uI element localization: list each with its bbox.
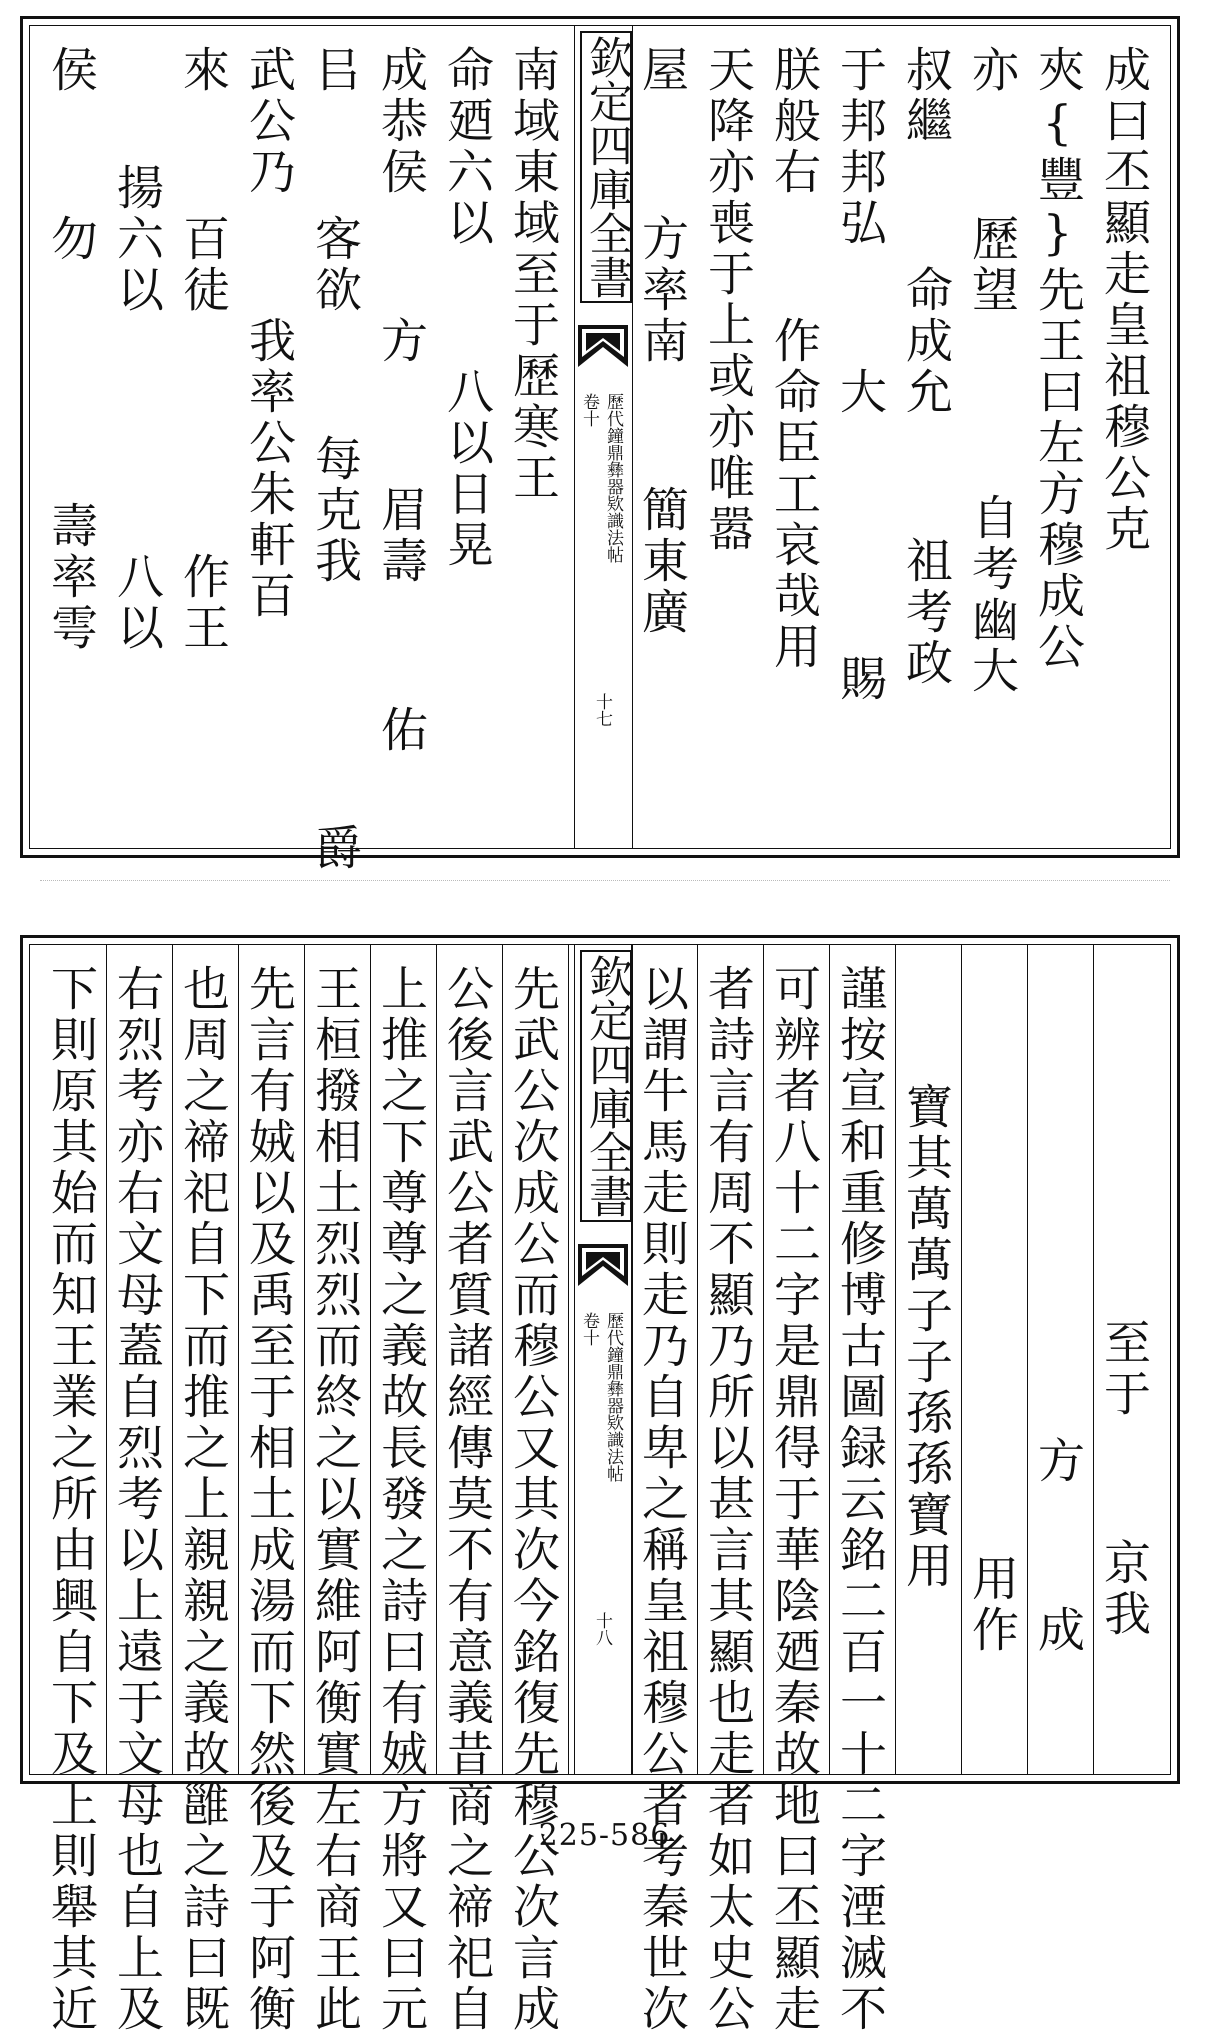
- text-column: 以謂牛馬走則走乃自卑之稱皇祖穆公者考秦世次: [634, 964, 689, 2035]
- bottom-page-center-strip: [574, 944, 632, 1775]
- text-column: 叔繼 命成允 祖考政: [898, 45, 953, 689]
- center-strip-rule: [632, 944, 633, 1775]
- fold-dotted-line: [40, 880, 1170, 881]
- column-rule: [829, 944, 830, 1775]
- text-column: 來 百徒 作王: [175, 45, 230, 654]
- text-column: 右烈考亦右文母蓋自烈考以上遠于文母也自上及: [109, 964, 164, 2035]
- column-rule: [436, 944, 437, 1775]
- column-rule: [502, 944, 503, 1775]
- top-page-frame: [20, 16, 1180, 874]
- text-column: 天降亦喪于上或亦唯嚣: [700, 45, 755, 555]
- column-rule: [238, 944, 239, 1775]
- column-rule: [895, 944, 896, 1775]
- column-rule: [304, 944, 305, 1775]
- center-strip-rule: [632, 25, 633, 849]
- footer-page-label: 225-586: [538, 1818, 671, 1853]
- text-column: 者詩言有周不顯乃所以甚言其顯也走者如太史公: [700, 964, 755, 2035]
- column-rule: [763, 944, 764, 1775]
- text-column: 方 成: [1030, 964, 1085, 1656]
- text-column: 屋 方率南 簡東廣: [634, 45, 689, 638]
- text-column: 南域東域至于歷寒王: [505, 45, 560, 504]
- bottom-center-book: 歷代鐘鼎彝器欵識法帖: [603, 1312, 623, 1482]
- top-center-volume: 卷十: [579, 393, 599, 427]
- top-page-center-strip: [574, 25, 632, 849]
- column-rule: [697, 944, 698, 1775]
- text-column: 王桓撥相土烈烈而終之以實維阿衡實左右商王此: [307, 964, 362, 2035]
- text-column: 公後言武公者質諸經傳莫不有意義昔商之禘祀自: [439, 964, 494, 2035]
- top-center-title: 欽定四庫全書: [580, 31, 632, 303]
- text-column: 寶其萬萬子子孫孫寶用: [898, 964, 953, 1592]
- top-center-page-number: 十七: [592, 693, 612, 727]
- text-column: 上推之下尊尊之義故長發之詩曰有娀方將又曰元: [373, 964, 428, 2035]
- text-column: 武公乃 我率公朱軒百: [241, 45, 296, 622]
- bottom-center-volume: 卷十: [579, 1312, 599, 1346]
- text-column: 用作: [964, 964, 1019, 1656]
- text-column: 于邦邦弘 大 賜: [832, 45, 887, 705]
- text-column: 亦 歷望 自考幽大: [964, 45, 1019, 697]
- text-column: 朕般右 作命臣工哀哉用: [766, 45, 821, 673]
- text-column: 㠯 客欲 每克我 爵: [307, 45, 362, 874]
- text-column: 先言有娀以及禹至于相土成湯而下然後及于阿衡: [241, 964, 296, 2035]
- top-center-book: 歷代鐘鼎彝器欵識法帖: [603, 393, 623, 563]
- text-column: 謹按宣和重修博古圖録云銘二百一十二字湮滅不: [832, 964, 887, 2035]
- column-rule: [961, 944, 962, 1775]
- text-column: 也周之禘祀自下而推之上親親之義故雝之詩曰既: [175, 964, 230, 2035]
- bottom-center-title: 欽定四庫全書: [580, 950, 632, 1222]
- text-column: 至于 京我: [1096, 964, 1151, 1640]
- fishtail-mark-icon: [578, 1244, 628, 1286]
- column-rule: [172, 944, 173, 1775]
- column-rule: [106, 944, 107, 1775]
- text-column: 成恭侯 方 眉壽 佑: [373, 45, 428, 756]
- bottom-center-page-number: 十八: [592, 1612, 612, 1646]
- text-column: 夾{豐}先王曰左方穆成公: [1030, 45, 1085, 673]
- text-column: 侯 勿 壽率雩: [43, 45, 98, 654]
- text-column: 成曰丕顯走皇祖穆公克: [1096, 45, 1151, 555]
- text-column: 命廼六以 八以日晃: [439, 45, 494, 571]
- column-rule: [1093, 944, 1094, 1775]
- text-column: 下則原其始而知王業之所由興自下及上則舉其近: [43, 964, 98, 2035]
- column-rule: [370, 944, 371, 1775]
- fishtail-mark-icon: [578, 325, 628, 367]
- text-column: 可辨者八十二字是鼎得于華陰廼秦故地曰丕顯走: [766, 964, 821, 2035]
- column-rule: [1027, 944, 1028, 1775]
- column-rule: [568, 944, 569, 1775]
- text-column: 先武公次成公而穆公又其次今銘復先穆公次言成: [505, 964, 560, 2035]
- text-column: 揚六以 八以: [109, 45, 164, 654]
